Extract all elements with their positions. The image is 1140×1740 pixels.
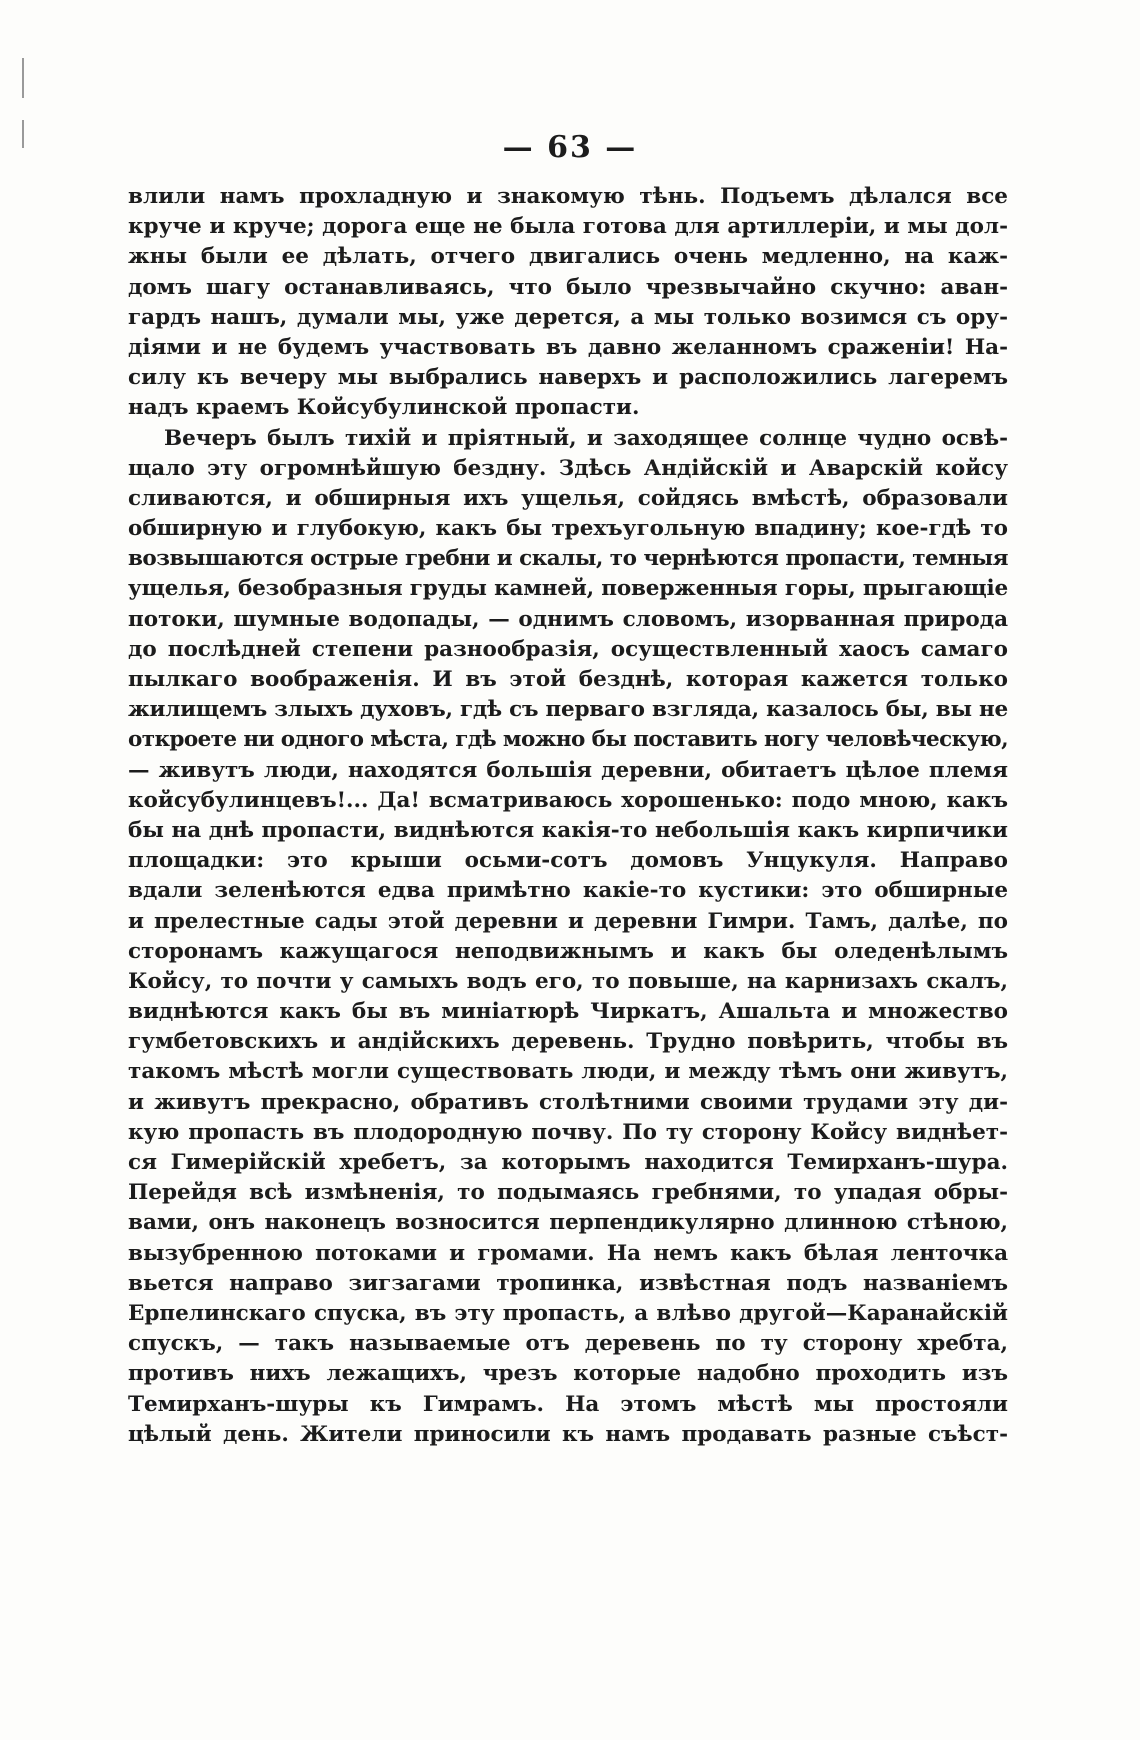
text-line: цѣлый день. Жители приносили къ намъ продавать разные съѣст-: [128, 1421, 1008, 1447]
text-line: сторонамъ кажущагося неподвижнымъ и какъ бы оледенѣлымъ: [128, 938, 1008, 964]
text-line: вызубренною потоками и громами. На немъ какъ бѣлая ленточка: [128, 1240, 1008, 1266]
text-line: вами, онъ наконецъ возносится перпендикулярно длинною стѣною,: [128, 1210, 1008, 1236]
text-line: площадки: это крыши осьми-сотъ домовъ Унцукуля. Направо: [128, 848, 1008, 874]
text-line: жилищемъ злыхъ духовъ, гдѣ съ перваго взгляда, казалось бы, вы не: [128, 697, 1008, 723]
text-line: силу къ вечеру мы выбрались наверхъ и расположились лагеремъ: [128, 365, 1008, 391]
text-line: влили намъ прохладную и знакомую тѣнь. Подъемъ дѣлался все: [128, 184, 1008, 209]
text-line: діями и не будемъ участвовать въ давно желанномъ сраженіи! На-: [128, 334, 1008, 360]
text-line: и прелестные сады этой деревни и деревни Гимри. Тамъ, далѣе, по: [128, 908, 1008, 934]
text-line: домъ шагу останавливаясь, что было чрезвычайно скучно: аван-: [128, 274, 1008, 300]
text-line: жны были ее дѣлать, отчего двигались очень медленно, на каж-: [128, 244, 1008, 270]
text-line: до послѣдней степени разнообразія, осуществленный хаосъ самаго: [128, 636, 1008, 662]
text-line: круче и круче; дорога еще не была готова для артиллеріи, и мы дол-: [128, 214, 1008, 240]
text-line: возвышаются острые гребни и скалы, то чернѣются пропасти, темныя: [128, 546, 1008, 572]
text-line: потоки, шумные водопады, — однимъ словомъ, изорванная природа: [128, 606, 1008, 632]
text-line: кую пропасть въ плодородную почву. По ту сторону Койсу виднѣет-: [128, 1119, 1008, 1145]
text-line: вьется направо зигзагами тропинка, извѣстная подъ названіемъ: [128, 1270, 1008, 1296]
body-text: [128, 182, 1008, 1450]
text-line: обширную и глубокую, какъ бы трехъугольную впадину; кое-гдѣ то: [128, 516, 1008, 542]
text-line: спускъ, — такъ называемые отъ деревень по ту сторону хребта,: [128, 1331, 1008, 1357]
text-line: Койсу, то почти у самыхъ водъ его, то повыше, на карнизахъ скалъ,: [128, 968, 1008, 994]
text-line: — живутъ люди, находятся большія деревни, обитаетъ цѣлое племя: [128, 757, 1008, 783]
text-line: и живутъ прекрасно, обративъ столѣтними своими трудами эту ди-: [128, 1089, 1008, 1115]
text-line: виднѣются какъ бы въ миніатюрѣ Чиркатъ, Ашальта и множество: [128, 999, 1008, 1025]
page-number: — 63 —: [502, 130, 638, 165]
scan-artifact: [22, 58, 24, 98]
text-line: сливаются, и обширныя ихъ ущелья, сойдясь вмѣстѣ, образовали: [128, 485, 1008, 511]
text-line: Ерпелинскаго спуска, въ эту пропасть, а влѣво другой—Каранайскій: [128, 1300, 1008, 1326]
text-line: бы на днѣ пропасти, виднѣются какія-то небольшія какъ кирпичики: [128, 817, 1008, 843]
text-line: гумбетовскихъ и андійскихъ деревень. Трудно повѣрить, чтобы въ: [128, 1029, 1008, 1055]
text-line: Темирханъ-шуры къ Гимрамъ. На этомъ мѣстѣ мы простояли: [128, 1391, 1008, 1417]
text-line: ущелья, безобразныя груды камней, поверженныя горы, прыгающіе: [128, 576, 1008, 602]
text-line: вдали зеленѣются едва примѣтно какіе-то кустики: это обширные: [128, 878, 1008, 904]
scan-artifact: [22, 120, 24, 148]
text-line: откроете ни одного мѣста, гдѣ можно бы поставить ногу человѣческую,: [128, 727, 1008, 753]
text-line: щало эту огромнѣйшую бездну. Здѣсь Андійскій и Аварскій койсу: [128, 455, 1008, 481]
text-line: пылкаго воображенія. И въ этой безднѣ, которая кажется только: [128, 667, 1008, 692]
text-line: надъ краемъ Койсубулинской пропасти.: [128, 395, 640, 421]
text-line: противъ нихъ лежащихъ, чрезъ которые надобно проходить изъ: [128, 1361, 1008, 1387]
text-line: койсубулинцевъ!... Да! всматриваюсь хорошенько: подо мною, какъ: [128, 787, 1008, 813]
text-line: гардъ нашъ, думали мы, уже дерется, а мы только возимся съ ору-: [128, 304, 1008, 330]
text-line: Вечеръ былъ тихій и пріятный, и заходящее солнце чудно освѣ-: [164, 425, 1008, 451]
text-line: ся Гимерійскій хребетъ, за которымъ находится Темирханъ-шура.: [128, 1150, 1008, 1175]
text-line: Перейдя всѣ измѣненія, то подымаясь гребнями, то упадая обры-: [128, 1180, 1008, 1206]
text-line: такомъ мѣстѣ могли существовать люди, и между тѣмъ они живутъ,: [128, 1059, 1008, 1085]
